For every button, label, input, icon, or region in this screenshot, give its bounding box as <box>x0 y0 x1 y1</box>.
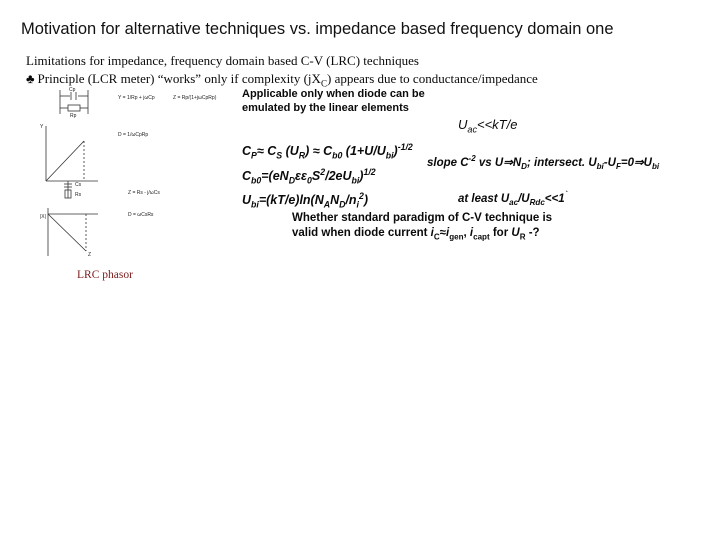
equation-ubi: $U_{bi}=(kT/e)\ln(N_AN_D/n_i^2)$ <box>242 191 369 210</box>
cv-equations <box>242 139 413 213</box>
rs-label: Rs <box>75 192 82 198</box>
equation-cb0: $C_{b0}=(eN_D\varepsilon\varepsilon_0S^2/2eU_{bi})^{1/2}$ <box>242 166 376 186</box>
whether-line-1: Whether standard paradigm of C-V technique is <box>292 212 553 224</box>
applicable-line-2: emulated by the linear elements <box>242 102 409 114</box>
uac-tail: <<kT/e <box>477 117 518 132</box>
cs-label: Cs <box>75 182 82 188</box>
equation-cp: $C_P\approx C_S$ $(U_R) \approx C_{b0}$ $(1+U/U_{bi})^{-1/2}$ <box>242 142 413 161</box>
z-equation-2: Z = Rs - j/ωCs <box>128 190 160 196</box>
principle-tail: ) appears due to conductance/impedance <box>327 71 538 86</box>
implies-arrow-icon: ⇒ <box>633 156 644 169</box>
z-equation: Z = Rp/(1+jωCpRp) <box>173 95 217 101</box>
page-title: Motivation for alternative techniques vs. impedance based frequency domain one <box>21 20 614 38</box>
at-least-note: at least $U_{ac}/U_{Rdc}<<1^`$ <box>458 190 568 208</box>
club-bullet-icon: ♣ <box>26 71 35 86</box>
rp-label: Rp <box>70 113 77 119</box>
cp-label: Cp <box>69 87 76 93</box>
whether-question <box>292 211 552 244</box>
slope-note: slope $C^{-2}$ vs $U\Rightarrow N_D$; intersect. $U_{bi}-U_F=0\Rightarrow U_{bi}$ <box>427 154 660 172</box>
principle-text: Principle (LCR meter) “works” only if complexity (jX <box>37 71 321 86</box>
applicable-line-1: Applicable only when diode can be <box>242 88 425 100</box>
applicable-note <box>242 87 425 115</box>
limitations-line: Limitations for impedance, frequency domain based C-V (LRC) techniques <box>26 53 419 68</box>
uac-sub: ac <box>467 124 477 135</box>
d-equation-1: D = 1/ωCpRp <box>118 132 149 138</box>
y-axis-label: Y <box>40 124 44 130</box>
lrc-phasor-caption: LRC phasor <box>77 269 133 281</box>
uac-condition <box>458 117 517 135</box>
implies-arrow-icon: ⇒ <box>503 156 513 169</box>
y-equation: Y = 1/Rp + jωCp <box>118 95 155 101</box>
circuit-phasor-diagram <box>38 86 243 266</box>
whether-line-2: valid when diode current $i_C\approx i_{gen}$, $i_{capt}$ for $U_R$ -? <box>292 227 540 242</box>
z-label: Z <box>88 252 92 258</box>
principle-sub: C <box>320 78 328 89</box>
x-axis-label: |X| <box>40 214 46 220</box>
uac-symbol: U <box>458 117 468 132</box>
d-equation-2: D = ωCsRs <box>128 212 154 218</box>
